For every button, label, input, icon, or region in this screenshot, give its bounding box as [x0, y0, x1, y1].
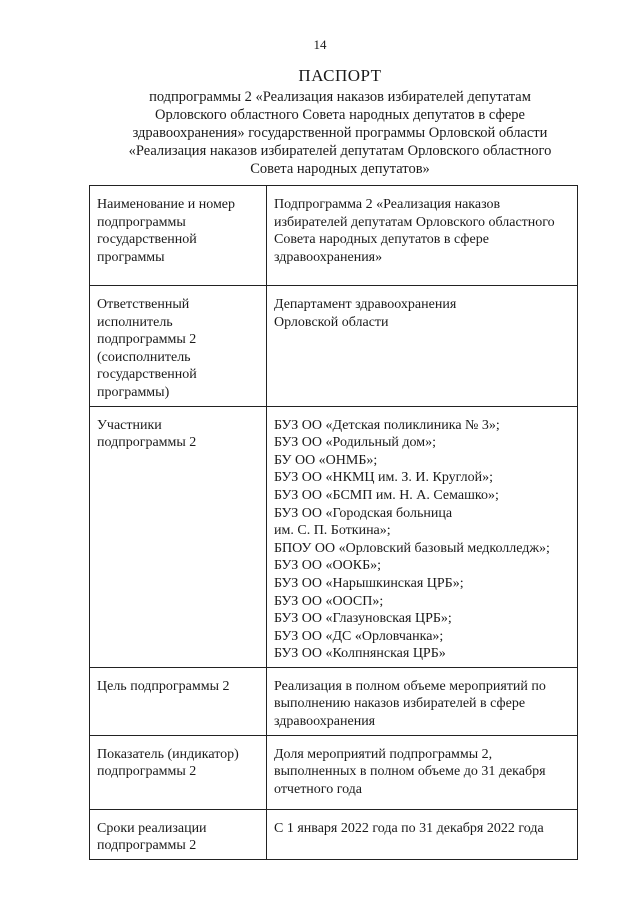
- value-line: БПОУ ОО «Орловский базовый медколледж»;: [274, 540, 550, 556]
- value-line: БУ ОО «ОНМБ»;: [274, 452, 378, 468]
- value-line: Совета народных депутатов в сфере: [274, 232, 489, 248]
- label-line: подпрограммы 2: [97, 764, 197, 780]
- label-line: государственной: [97, 232, 197, 248]
- value-line: избирателей депутатам Орловского областного: [274, 214, 555, 230]
- row-label-cell: [90, 286, 267, 407]
- value-line: БУЗ ОО «ООКБ»;: [274, 558, 381, 574]
- subtitle-line: Совета народных депутатов»: [250, 161, 430, 177]
- label-line: Показатель (индикатор): [97, 746, 239, 762]
- table-row: [90, 809, 578, 859]
- value-line: Реализация в полном объеме мероприятий по: [274, 678, 546, 694]
- subtitle-line: здравоохранения» государственной программы Орловской области: [132, 125, 548, 141]
- value-line: БУЗ ОО «Родильный дом»;: [274, 435, 437, 451]
- row-label-cell: [90, 186, 267, 286]
- value-line: Орловской области: [274, 314, 389, 330]
- table-row: [90, 186, 578, 286]
- subtitle-line: Орловского областного Совета народных депутатов в сфере: [154, 107, 525, 123]
- row-label-cell: [90, 735, 267, 809]
- row-label-cell: [90, 809, 267, 859]
- value-line: Подпрограмма 2 «Реализация наказов: [274, 197, 501, 212]
- value-line: БУЗ ОО «Нарышкинская ЦРБ»;: [274, 575, 464, 591]
- value-line: Доля мероприятий подпрограммы 2,: [274, 746, 493, 762]
- subtitle-line: «Реализация наказов избирателей депутатам Орловского областного: [128, 143, 552, 159]
- row-label-cell: [90, 406, 267, 667]
- table-row: [90, 286, 578, 407]
- value-line: БУЗ ОО «Детская поликлиника № 3»;: [274, 417, 500, 433]
- label-line: исполнитель: [97, 314, 173, 330]
- value-line: БУЗ ОО «Колпнянская ЦРБ»: [274, 646, 446, 662]
- label-line: Сроки реализации: [97, 820, 207, 836]
- page-number: 14: [313, 37, 327, 52]
- subtitle-line: подпрограммы 2 «Реализация наказов избирателей депутатам: [149, 89, 531, 105]
- value-line: БУЗ ОО «НКМЦ им. З. И. Круглой»;: [274, 470, 494, 486]
- label-line: Участники: [97, 417, 162, 433]
- label-line: Ответственный: [97, 297, 190, 312]
- document-title: ПАСПОРТ: [298, 66, 382, 85]
- value-line: выполнению наказов избирателей в сфере: [274, 696, 526, 712]
- value-line: БУЗ ОО «Городская больница: [274, 505, 453, 521]
- label-line: подпрограммы: [97, 214, 186, 230]
- row-value-cell: [267, 186, 578, 286]
- label-line: подпрограммы 2: [97, 435, 197, 451]
- value-line: здравоохранения: [274, 714, 376, 730]
- row-label-cell: [90, 667, 267, 735]
- value-line: БУЗ ОО «ООСП»;: [274, 593, 384, 609]
- row-value-cell: [267, 809, 578, 859]
- passport-table: [89, 185, 578, 860]
- title-block: [60, 66, 620, 178]
- label-line: подпрограммы 2: [97, 332, 197, 348]
- table-row: [90, 667, 578, 735]
- label-line: государственной: [97, 367, 197, 383]
- value-line: здравоохранения»: [274, 249, 383, 265]
- value-line: им. С. П. Боткина»;: [274, 523, 391, 539]
- value-line: БУЗ ОО «БСМП им. Н. А. Семашко»;: [274, 487, 499, 503]
- row-value-cell: [267, 286, 578, 407]
- label-line: Цель подпрограммы 2: [97, 678, 230, 694]
- label-line: программы: [97, 249, 165, 265]
- label-line: подпрограммы 2: [97, 838, 197, 854]
- row-value-cell: [267, 406, 578, 667]
- row-value-cell: [267, 667, 578, 735]
- value-line: выполненных в полном объеме до 31 декабря: [274, 764, 546, 780]
- value-line: Департамент здравоохранения: [274, 297, 457, 312]
- value-line: БУЗ ОО «ДС «Орловчанка»;: [274, 628, 444, 644]
- label-line: Наименование и номер: [97, 197, 236, 212]
- value-line: БУЗ ОО «Глазуновская ЦРБ»;: [274, 611, 452, 627]
- row-value-cell: [267, 735, 578, 809]
- value-line: С 1 января 2022 года по 31 декабря 2022 года: [274, 820, 544, 836]
- table-row: [90, 406, 578, 667]
- table-row: [90, 735, 578, 809]
- label-line: программы): [97, 384, 170, 400]
- label-line: (соисполнитель: [97, 349, 191, 365]
- value-line: отчетного года: [274, 781, 363, 797]
